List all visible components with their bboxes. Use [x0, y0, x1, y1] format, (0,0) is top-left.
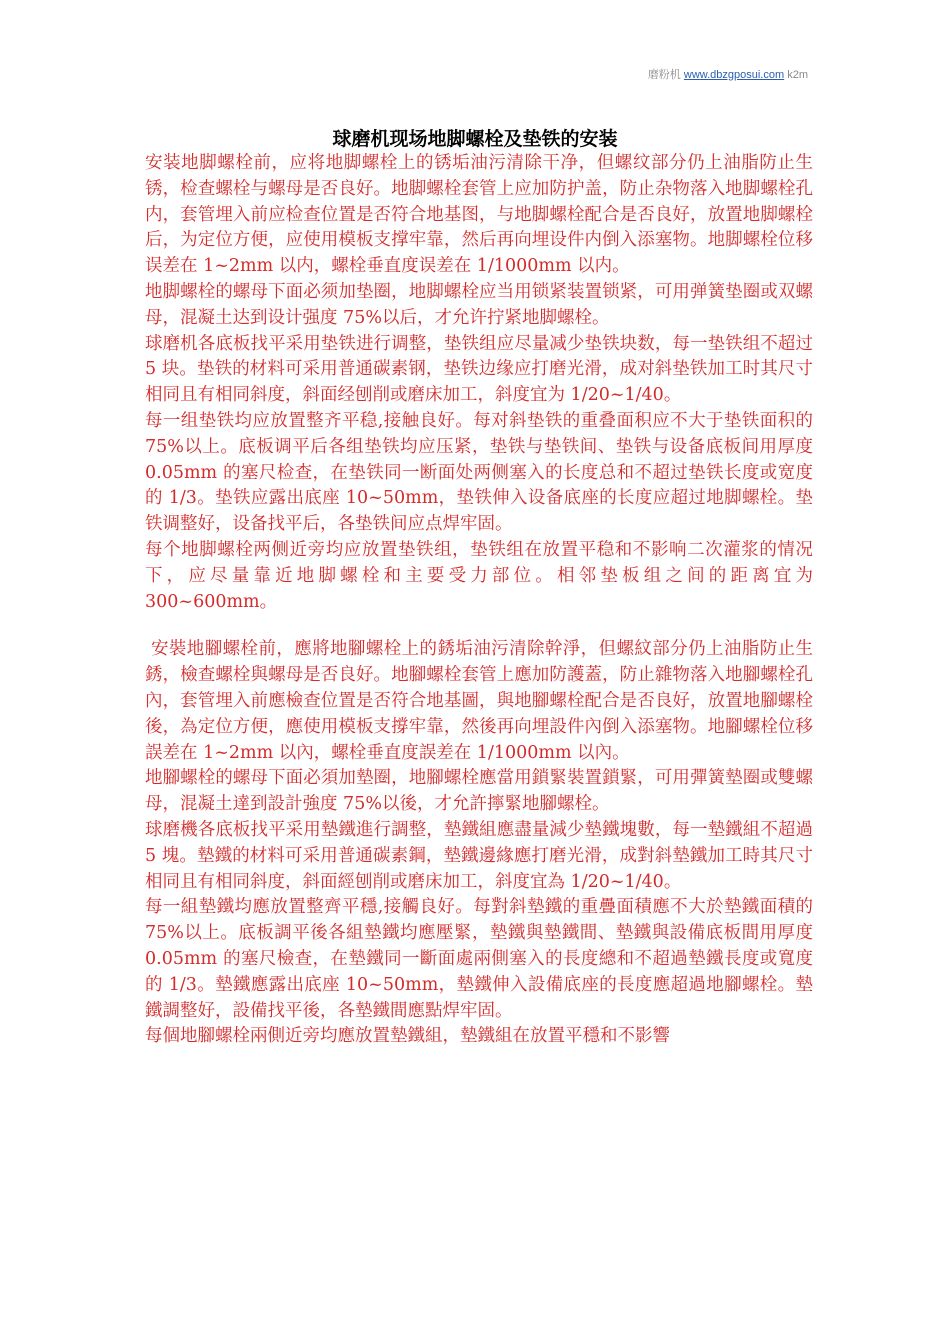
page-header: [648, 66, 808, 82]
paragraph-simplified-4: 每一组垫铁均应放置整齐平稳,接触良好。每对斜垫铁的重叠面积应不大于垫铁面积的 75%以上。底板调平后各组垫铁均应压紧，垫铁与垫铁间、垫铁与设备底板间用厚度 0.05mm 的塞尺检查，在垫铁同一断面处两侧塞入的长度总和不超过垫铁长度或宽度的 1/3。垫铁应露出底座 10~50mm，垫铁伸入设备底座的长度应超过地脚螺栓。垫铁调整好，设备找平后，各垫铁间应点焊牢固。: [145, 410, 813, 535]
paragraph-simplified-2: 地脚螺栓的螺母下面必须加垫圈，地脚螺栓应当用锁紧装置锁紧，可用弹簧垫圈或双螺母，混凝土达到设计强度 75%以后，才允许拧紧地脚螺栓。: [145, 281, 813, 328]
document-body: [145, 151, 813, 1050]
header-code: k2m: [787, 69, 808, 81]
paragraph-traditional-5: 每個地腳螺栓兩側近旁均應放置墊鐵組，墊鐵組在放置平穩和不影響: [145, 1026, 670, 1047]
paragraph-traditional-2: 地腳螺栓的螺母下面必須加墊圈，地腳螺栓應當用鎖緊裝置鎖緊，可用彈簧墊圈或雙螺母，混凝土達到設計強度 75%以後，才允許擰緊地腳螺栓。: [145, 768, 813, 815]
paragraph-traditional-4: 每一組墊鐵均應放置整齊平穩,接觸良好。每對斜墊鐵的重疊面積應不大於墊鐵面積的 75%以上。底板調平後各組墊鐵均應壓緊，墊鐵與墊鐵間、墊鐵與設備底板間用厚度 0.05mm 的塞尺檢查，在墊鐵同一斷面處兩側塞入的長度總和不超過墊鐵長度或寬度的 1/3。墊鐵應露出底座 10~50mm，墊鐵伸入設備底座的長度應超過地腳螺栓。墊鐵調整好，設備找平後，各墊鐵間應點焊牢固。: [145, 897, 813, 1021]
paragraph-traditional-1: 安裝地腳螺栓前，應將地腳螺栓上的銹垢油污清除幹淨，但螺紋部分仍上油脂防止生銹，檢查螺栓與螺母是否良好。地腳螺栓套管上應加防護蓋，防止雜物落入地腳螺栓孔內，套管埋入前應檢查位置是否符合地基圖，與地腳螺栓配合是否良好，放置地腳螺栓後，為定位方便，應使用模板支撐牢靠，然後再向埋設件內倒入添塞物。地腳螺栓位移誤差在 1~2mm 以內，螺栓垂直度誤差在 1/1000mm 以內。: [145, 639, 813, 763]
paragraph-simplified-5: 每个地脚螺栓两侧近旁均应放置垫铁组，垫铁组在放置平稳和不影响二次灌浆的情况下，应尽量靠近地脚螺栓和主要受力部位。相邻垫板组之间的距离宜为 300~600mm。: [145, 539, 813, 612]
header-link[interactable]: www.dbzgposui.com: [683, 69, 785, 81]
paragraph-traditional-3: 球磨機各底板找平采用墊鐵進行調整，墊鐵組應盡量減少墊鐵塊數，每一墊鐵組不超過 5 塊。墊鐵的材料可采用普通碳素鋼，墊鐵邊緣應打磨光滑，成對斜墊鐵加工時其尺寸相同且有相同斜度，斜面經刨削或磨床加工，斜度宜為 1/20~1/40。: [145, 819, 813, 892]
section-spacer: [145, 615, 813, 637]
header-label: 磨粉机: [647, 69, 681, 81]
paragraph-simplified-1: 安装地脚螺栓前，应将地脚螺栓上的锈垢油污清除干净，但螺纹部分仍上油脂防止生锈，检查螺栓与螺母是否良好。地脚螺栓套管上应加防护盖，防止杂物落入地脚螺栓孔内，套管埋入前应检查位置是否符合地基图，与地脚螺栓配合是否良好，放置地脚螺栓后，为定位方便，应使用模板支撑牢靠，然后再向埋设件内倒入添塞物。地脚螺栓位移误差在 1~2mm 以内，螺栓垂直度误差在 1/1000mm 以内。: [145, 153, 813, 277]
paragraph-simplified-3: 球磨机各底板找平采用垫铁进行调整，垫铁组应尽量减少垫铁块数，每一垫铁组不超过 5 块。垫铁的材料可采用普通碳素钢，垫铁边缘应打磨光滑，成对斜垫铁加工时其尺寸相同且有相同斜度，斜面经刨削或磨床加工，斜度宜为 1/20~1/40。: [145, 333, 813, 406]
document-title: 球磨机现场地脚螺栓及垫铁的安装: [332, 128, 618, 150]
